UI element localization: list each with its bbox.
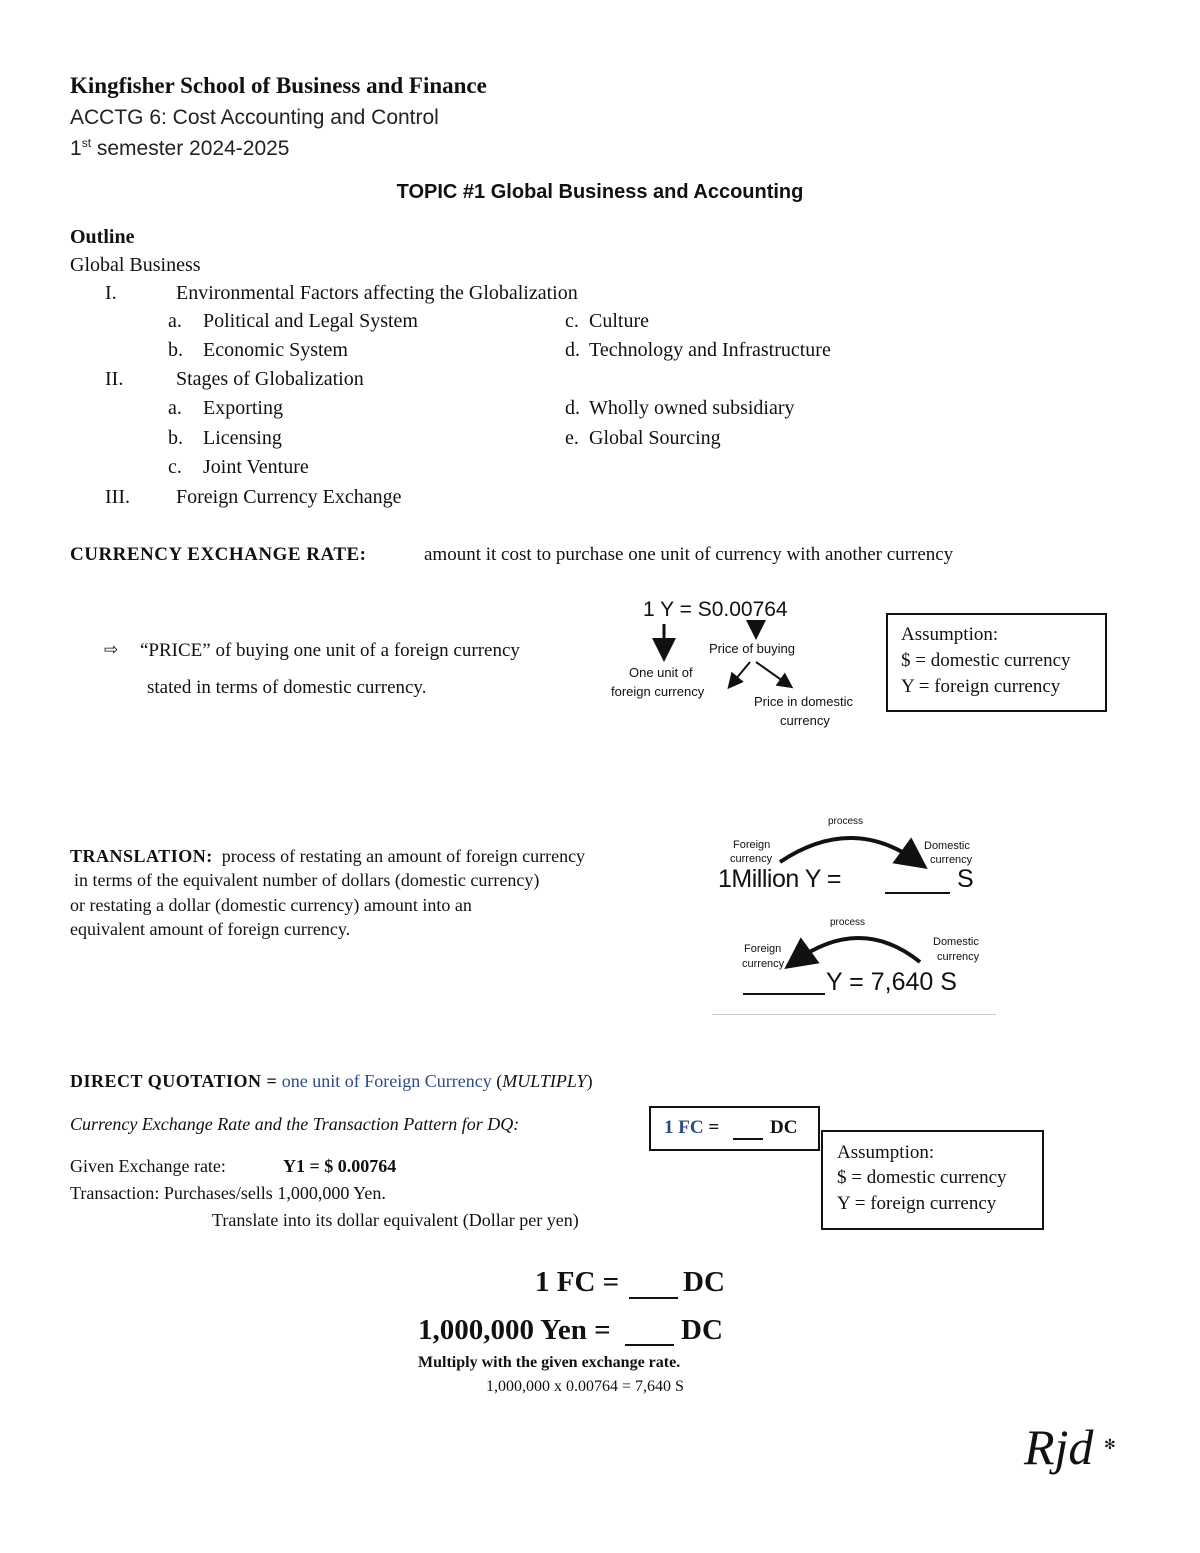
item-text: Joint Venture xyxy=(203,456,309,478)
rate-equation: 1 Y = S0.00764 xyxy=(643,598,788,621)
arrow-right-split xyxy=(756,662,790,686)
direct-quotation-line xyxy=(70,1071,593,1092)
assumption2-title: Assumption: xyxy=(837,1142,935,1163)
signature: Rjd xyxy=(1024,1419,1094,1475)
dq-pattern-heading: Currency Exchange Rate and the Transaction Pattern for DQ: xyxy=(70,1114,520,1134)
fc-box-left-text: 1 FC xyxy=(664,1117,704,1138)
foreign-label-1a: Foreign xyxy=(733,839,771,851)
translation-line4: equivalent amount of foreign currency. xyxy=(70,919,351,939)
price-domestic-label-2: currency xyxy=(780,713,830,728)
item-letter: e. xyxy=(565,427,579,449)
item-letter: d. xyxy=(565,397,580,419)
eq2-right: DC xyxy=(681,1314,723,1346)
item-text: Licensing xyxy=(203,427,282,449)
translation-equation-1: 1Million Y = xyxy=(718,865,842,893)
answer-blank-1 xyxy=(885,892,950,894)
assumption2-line1: $ = domestic currency xyxy=(837,1167,1007,1188)
dq-paren-open: ( xyxy=(496,1071,503,1091)
domestic-label-2a: Domestic xyxy=(933,936,979,948)
given-rate-value: Y1 = $ 0.00764 xyxy=(283,1156,397,1176)
process-arc-1 xyxy=(780,838,918,862)
item-text: Exporting xyxy=(203,397,283,419)
section-numeral: II. xyxy=(105,368,124,390)
one-unit-label-1: One unit of xyxy=(629,665,693,680)
dq-paren-close: ) xyxy=(586,1071,593,1091)
assumption2-line2: Y = foreign currency xyxy=(837,1193,997,1214)
eq1-right: DC xyxy=(683,1266,725,1298)
course-title: ACCTG 6: Cost Accounting and Control xyxy=(70,106,439,129)
item-letter: b. xyxy=(168,427,183,449)
eq2-left: 1,000,000 Yen = xyxy=(418,1314,611,1346)
dq-multiply: MULTIPLY xyxy=(502,1071,587,1091)
answer-blank-2 xyxy=(743,993,825,995)
section-numeral: I. xyxy=(105,282,117,304)
assumption-line1: $ = domestic currency xyxy=(901,650,1071,671)
eq1-blank xyxy=(629,1297,678,1299)
process-arc-2 xyxy=(794,938,920,962)
one-unit-label-2: foreign currency xyxy=(611,684,705,699)
eq2-blank xyxy=(625,1344,674,1346)
calculation: 1,000,000 x 0.00764 = 7,640 S xyxy=(486,1378,684,1395)
exchange-rate-definition: amount it cost to purchase one unit of currency with another currency xyxy=(424,544,954,565)
translate-line: Translate into its dollar equivalent (Dollar per yen) xyxy=(212,1210,579,1230)
foreign-label-1b: currency xyxy=(730,853,773,865)
item-text: Culture xyxy=(589,310,649,332)
outline-subheading: Global Business xyxy=(70,254,201,276)
item-text: Economic System xyxy=(203,339,348,361)
dq-label: DIRECT QUOTATION = xyxy=(70,1071,278,1091)
outline-heading: Outline xyxy=(70,226,135,248)
process-label-2: process xyxy=(830,917,866,928)
eq1-left: 1 FC = xyxy=(535,1266,620,1298)
translation-label: TRANSLATION: xyxy=(70,846,213,866)
multiply-note: Multiply with the given exchange rate. xyxy=(418,1354,681,1371)
assumption-title: Assumption: xyxy=(901,624,999,645)
divider-line xyxy=(712,1014,996,1015)
price-bullet-line2: stated in terms of domestic currency. xyxy=(147,677,427,698)
transaction-line: Transaction: Purchases/sells 1,000,000 Yen. xyxy=(70,1183,386,1203)
domestic-label-1b: currency xyxy=(930,854,973,866)
exchange-rate-label: CURRENCY EXCHANGE RATE: xyxy=(70,544,367,565)
assumption-box xyxy=(886,613,1107,712)
section-numeral: III. xyxy=(105,486,130,508)
item-letter: d. xyxy=(565,339,580,361)
item-letter: c. xyxy=(565,310,579,332)
price-bullet-line1: “PRICE” of buying one unit of a foreign currency xyxy=(140,640,520,661)
item-text: Political and Legal System xyxy=(203,310,418,332)
assumption-line2: Y = foreign currency xyxy=(901,676,1061,697)
translation-line1 xyxy=(70,846,585,867)
fc-box-left: 1 FC = xyxy=(664,1117,720,1138)
item-text: Global Sourcing xyxy=(589,427,721,449)
rate-diagram-arrows xyxy=(600,620,880,710)
flourish-icon: ✻ xyxy=(1104,1436,1116,1452)
price-of-buying-label: Price of buying xyxy=(709,641,795,656)
section-title: Environmental Factors affecting the Globalization xyxy=(176,282,578,304)
translation-line3: or restating a dollar (domestic currency) amount into an xyxy=(70,895,472,915)
translation-equation-1-unit: S xyxy=(957,865,974,893)
semester-text: semester 2024-2025 xyxy=(91,137,290,160)
item-letter: c. xyxy=(168,456,182,478)
translation-line2: in terms of the equivalent number of dollars (domestic currency) xyxy=(74,870,540,890)
price-domestic-label-1: Price in domestic xyxy=(754,694,853,709)
item-text: Technology and Infrastructure xyxy=(589,339,831,361)
given-rate-label: Given Exchange rate: xyxy=(70,1156,226,1176)
assumption-box-2 xyxy=(821,1130,1044,1230)
section-title: Stages of Globalization xyxy=(176,368,364,390)
item-letter: b. xyxy=(168,339,183,361)
item-letter: a. xyxy=(168,310,182,332)
arrow-left-split xyxy=(730,662,750,686)
translation-text1: process of restating an amount of foreign currency xyxy=(221,846,586,866)
item-letter: a. xyxy=(168,397,182,419)
process-label-1: process xyxy=(828,816,864,827)
semester-line xyxy=(70,136,290,161)
topic-title: TOPIC #1 Global Business and Accounting xyxy=(396,181,804,203)
dq-value: one unit of Foreign Currency xyxy=(281,1071,492,1091)
foreign-label-2b: currency xyxy=(742,958,785,970)
arrow-bullet-icon: ⇨ xyxy=(104,640,119,659)
fc-dc-box xyxy=(649,1106,820,1151)
fc-box-right: DC xyxy=(770,1117,798,1138)
translation-equation-2: Y = 7,640 S xyxy=(826,968,957,996)
school-name: Kingfisher School of Business and Finance xyxy=(70,73,487,98)
domestic-label-2b: currency xyxy=(937,951,980,963)
section-title: Foreign Currency Exchange xyxy=(176,486,402,508)
item-text: Wholly owned subsidiary xyxy=(589,397,795,419)
foreign-label-2a: Foreign xyxy=(744,943,782,955)
semester-suffix: st xyxy=(81,136,92,150)
semester-number: 1 xyxy=(70,137,82,160)
fc-box-blank xyxy=(733,1138,763,1140)
domestic-label-1a: Domestic xyxy=(924,840,970,852)
